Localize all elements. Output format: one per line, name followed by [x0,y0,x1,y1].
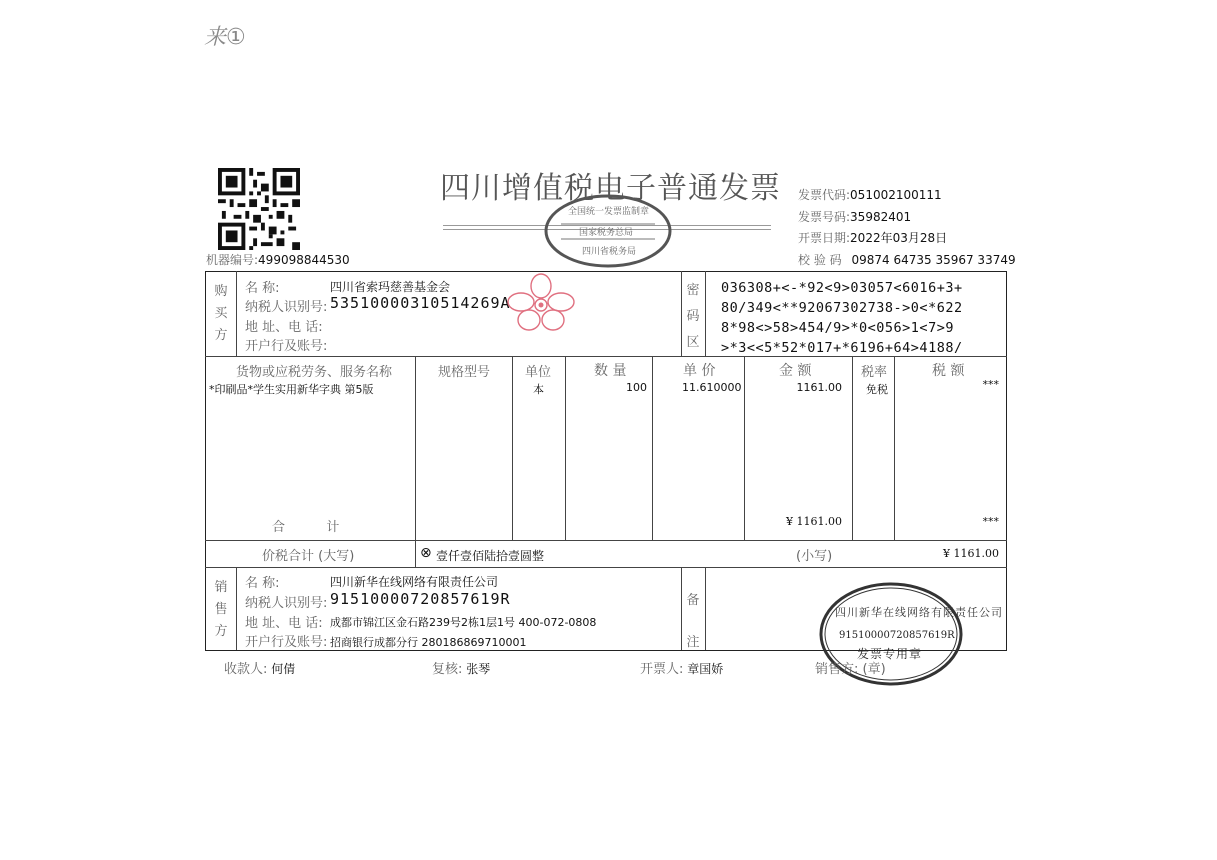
machine-number [206,251,350,268]
invoice-date-value: 2022年03月28日 [850,231,948,245]
seller-bank: 招商银行成都分行 280186869710001 [330,636,527,649]
header-unit: 单位 [525,365,552,380]
drawer [640,658,723,677]
buyer-name-label: 名 称: [245,281,280,296]
seller-seal-taxid: 91510000720857619R [839,630,955,641]
cipher-line: 80/349<**92067302738->0<*622 [721,300,963,316]
machine-number-value: 499098844530 [258,253,350,267]
seller-address-label: 地 址、电 话: [245,616,323,631]
item-unit-price: 11.610000 [682,381,742,394]
item-amount: 1161.00 [796,381,842,394]
seller-name: 四川新华在线网络有限责任公司 [330,575,499,589]
check-code-value: 09874 64735 35967 33749 [851,253,1016,267]
sum-in-words: 壹仟壹佰陆拾壹圆整 [436,549,545,563]
handwritten-note: 来① [204,25,246,50]
buyer-name: 四川省索玛慈善基金会 [330,280,451,294]
invoice-code-label: 发票代码: [798,188,851,202]
check-code [798,251,1016,268]
cipher-area [721,278,963,358]
invoice-date [798,229,947,246]
header-quantity: 数 量 [594,363,627,379]
seller-taxid: 91510000720857619R [330,590,511,608]
remark-side-label: 备注 [686,593,700,650]
cipher-line: 8*98<>58>454/9>*0<056>1<7>9 [721,320,954,336]
buyer-taxid-label: 纳税人识别号: [245,300,328,315]
cipher-line: >*3<<5*52*017+*6196+64>4188/ [721,340,963,356]
sum-label: 价税合计 (大写) [262,549,355,564]
buyer-side-label: 购买方 [214,284,228,343]
drawer-label: 开票人: [640,662,684,677]
sum-small-amount: ¥ 1161.00 [943,547,999,560]
item-unit: 本 [533,383,544,396]
invoice-date-label: 开票日期: [798,231,851,245]
seller-side-label: 销售方 [214,580,228,639]
header-tax-rate: 税率 [861,365,888,380]
tax-seal-bottom: 四川省税务局 [582,247,637,257]
total-tax: *** [982,515,999,528]
reviewer [432,658,490,677]
total-label: 合 计 [272,520,340,535]
tax-seal-middle: 国家税务总局 [579,228,634,238]
qr-code [218,168,300,250]
header-tax: 税 额 [932,363,965,379]
invoice-number [798,208,911,225]
seller-taxid-label: 纳税人识别号: [245,596,328,611]
header-amount: 金 额 [779,363,812,379]
invoice-number-label: 发票号码: [798,210,851,224]
seller-stamp-label: 销售方: (章) [815,662,886,677]
reviewer-value: 张琴 [466,662,491,676]
cipher-side-label: 密码区 [686,283,700,350]
item-name: *印刷品*学生实用新华字典 第5版 [209,383,374,396]
reviewer-label: 复核: [432,662,463,677]
payee-label: 收款人: [224,662,268,677]
item-quantity: 100 [626,381,647,394]
buyer-taxid: 53510000310514269A [330,294,511,312]
tax-seal-top: 全国统一发票监制章 [568,207,650,217]
drawer-value: 章国娇 [687,662,724,676]
seller-address: 成都市锦江区金石路239号2栋1层1号 400-072-0808 [330,616,597,629]
seller-name-label: 名 称: [245,576,280,591]
invoice-title: 四川增值税电子普通发票 [440,171,781,206]
check-code-label: 校 验 码 [798,253,842,267]
invoice-number-value: 35982401 [850,210,912,224]
seller-seal-text: 发票专用章 [857,647,923,661]
payee-value: 何倩 [271,662,296,676]
seller-seal-company: 四川新华在线网络有限责任公司 [835,606,1003,619]
invoice-code-value: 051002100111 [850,188,942,202]
payee [224,658,295,677]
item-tax-rate: 免税 [866,383,888,396]
machine-number-label: 机器编号: [206,253,259,267]
seller-bank-label: 开户行及账号: [245,635,328,650]
item-tax: *** [982,378,999,391]
buyer-bank-label: 开户行及账号: [245,339,328,354]
header-spec: 规格型号 [438,365,491,380]
cipher-line: 036308+<-*92<9>03057<6016+3+ [721,280,963,296]
sum-small-label: (小写) [796,549,833,564]
total-amount: ¥ 1161.00 [786,515,842,528]
header-unit-price: 单 价 [683,363,716,379]
buyer-address-label: 地 址、电 话: [245,320,323,335]
sum-cross-icon: ⊗ [420,545,432,561]
invoice-code [798,186,942,203]
header-goods-name: 货物或应税劳务、服务名称 [236,365,393,380]
flower-stamp-icon [505,272,577,338]
